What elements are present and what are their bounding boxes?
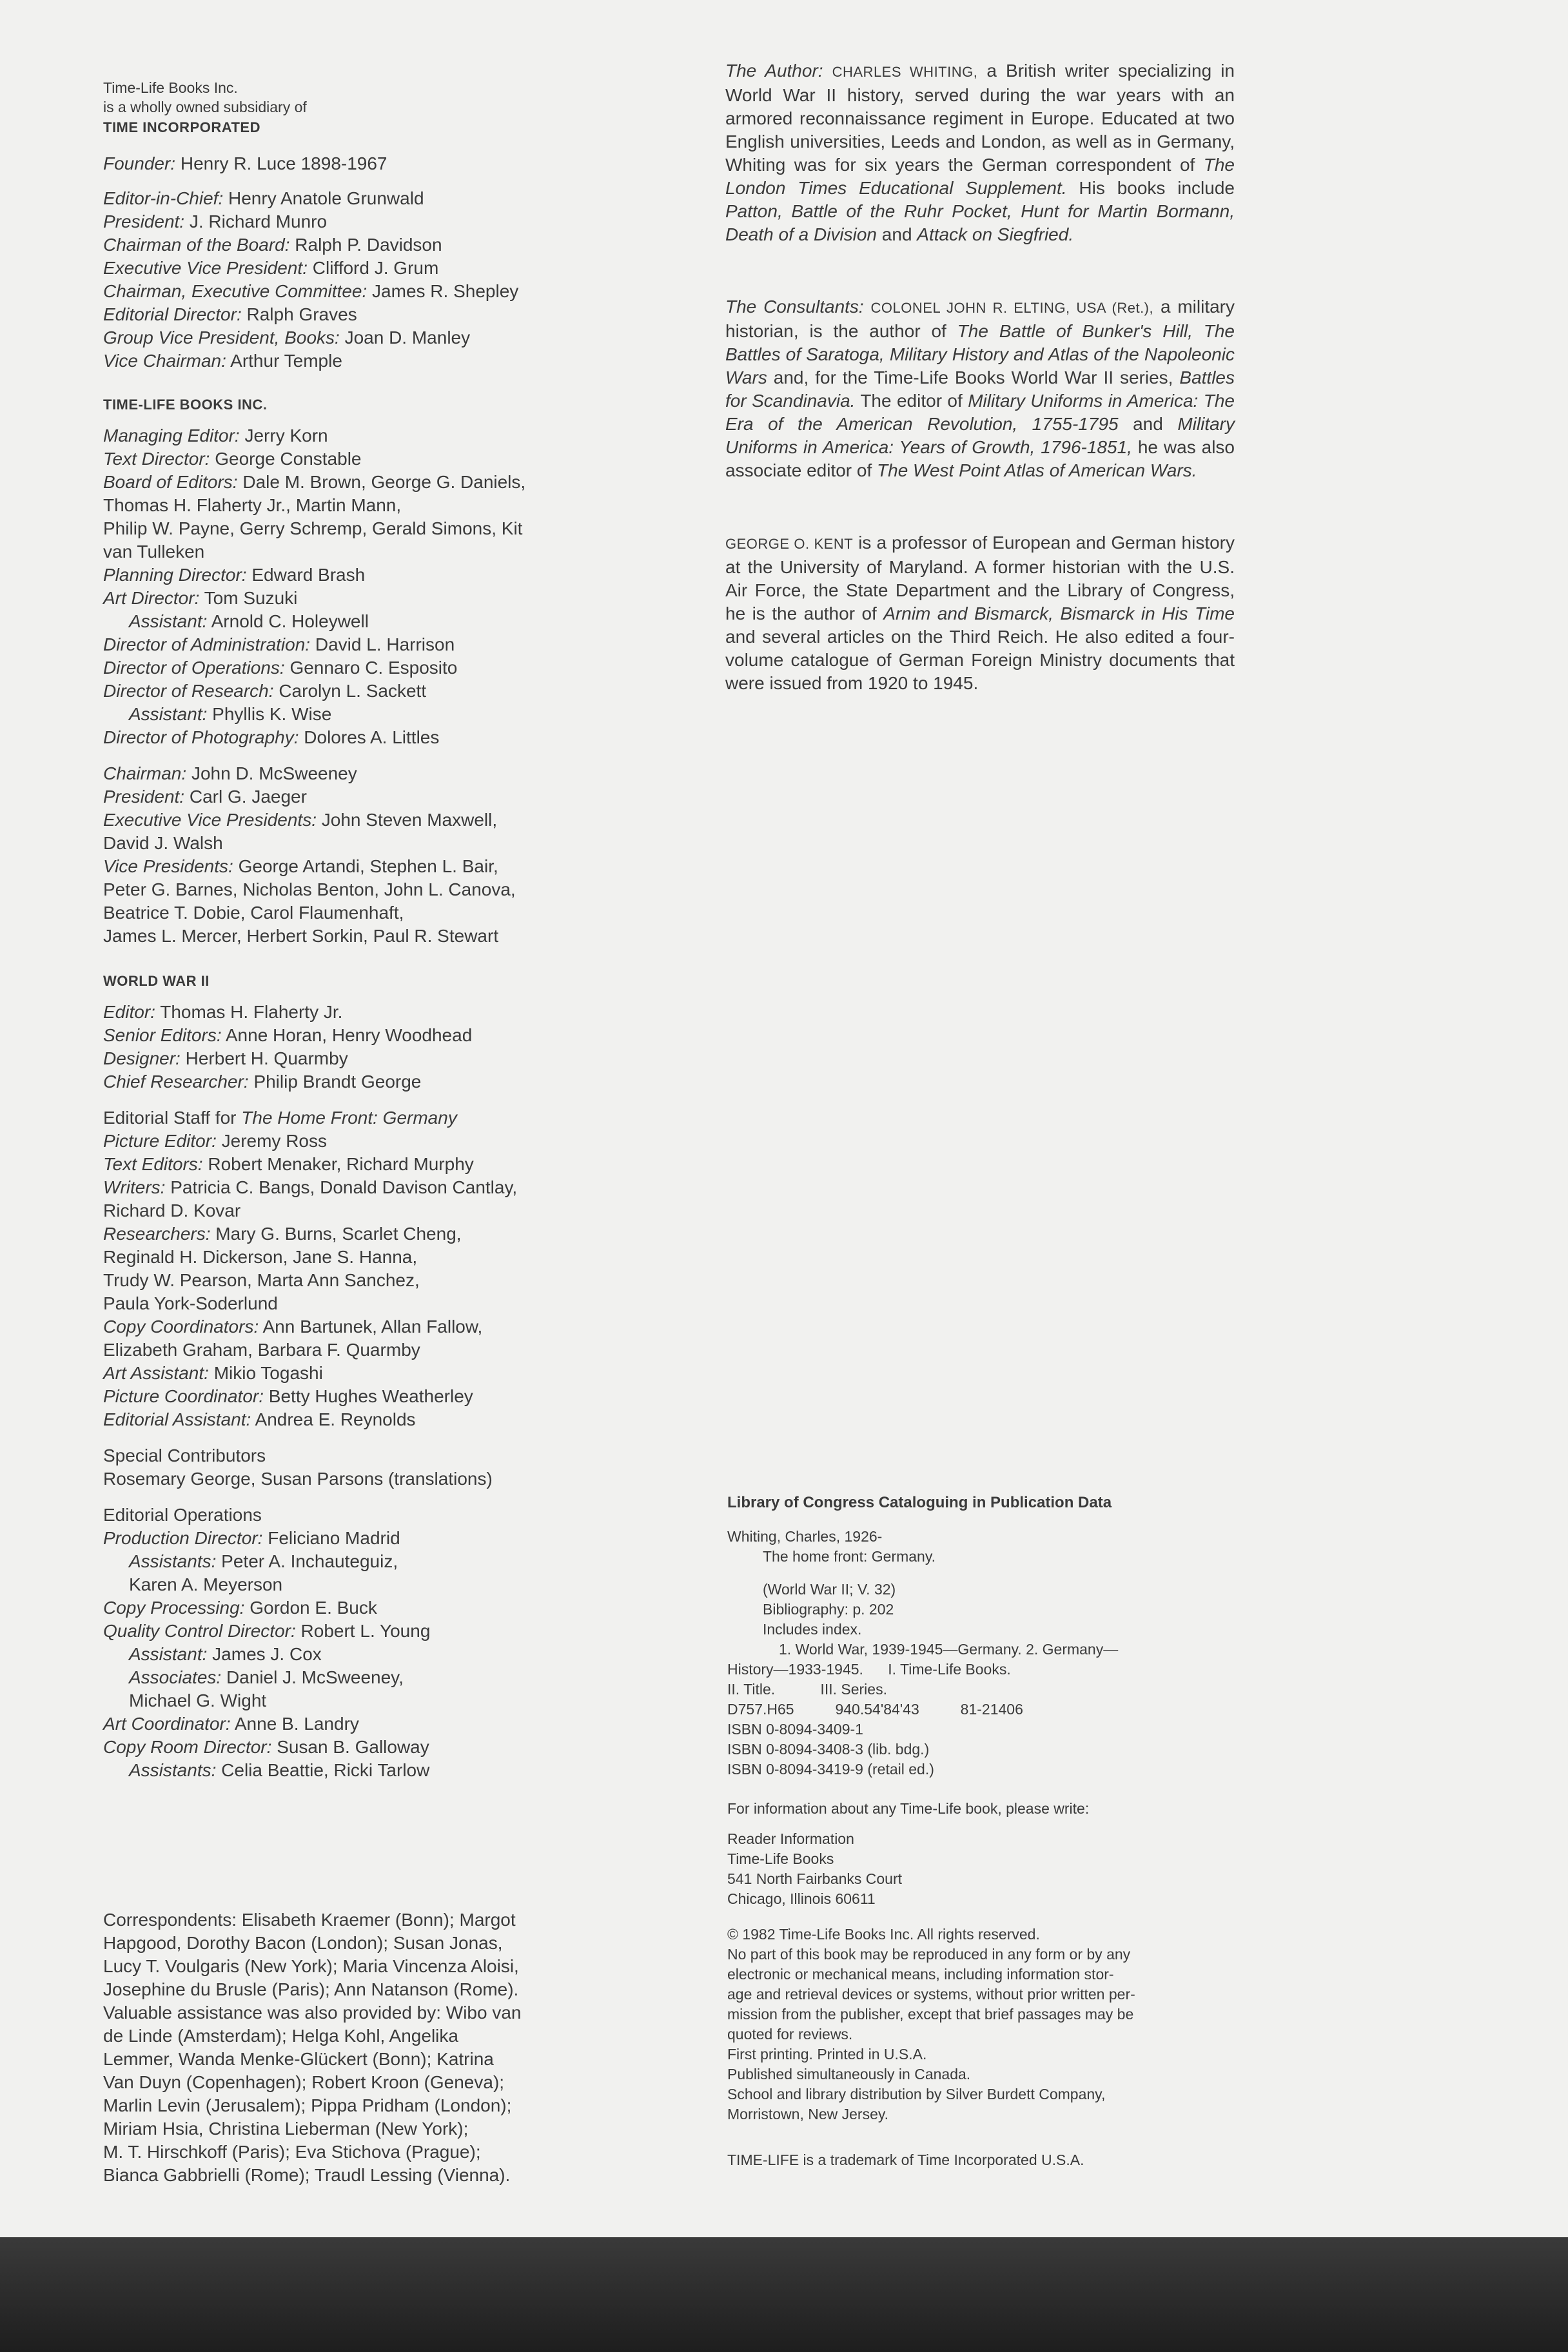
credit-line: President: Carl G. Jaeger bbox=[103, 787, 307, 807]
credit-line: Assistant: James J. Cox bbox=[129, 1644, 322, 1664]
credit-line: Picture Coordinator: Betty Hughes Weatherley bbox=[103, 1386, 473, 1406]
credit-line: Assistant: Arnold C. Holeywell bbox=[129, 611, 369, 631]
address-line: Time-Life Books bbox=[727, 1850, 834, 1867]
address-line: 541 North Fairbanks Court bbox=[727, 1870, 903, 1887]
credit-line: Chairman: John D. McSweeney bbox=[103, 763, 357, 783]
ww2-staff-list bbox=[103, 1106, 593, 1431]
credit-line: Executive Vice Presidents: John Steven Maxwell, bbox=[103, 810, 498, 830]
credit-line: Editor: Thomas H. Flaherty Jr. bbox=[103, 1002, 343, 1022]
books-officers-list bbox=[103, 762, 593, 948]
kent-bio: GEORGE O. KENT is a professor of European and German history at the University of Maryland. A former historian with the U.S. Air Force, the State Department and the Library of Congress, he is the author of Arnim and Bismarck, Bismarck in His Time and several articles on the Third Reich. He also edited a four-volume catalogue of German Foreign Ministry documents that were issued from 1920 to 1945. bbox=[725, 533, 1235, 693]
author-bio: The Author: CHARLES WHITING, a British writer specializing in World War II history, served during the war years with an armored reconnaissance regiment in Europe. Educated at two English universities, Leeds and London, as well as in Germany, Whiting was for six years the German correspondent of The London Times Educational Supplement. His books include Patton, Battle of the Ruhr Pocket, Hunt for Martin Bormann, Death of a Division and Attack on Siegfried. bbox=[725, 61, 1235, 244]
credit-line: Vice Chairman: Arthur Temple bbox=[103, 351, 342, 371]
credit-line: Philip W. Payne, Gerry Schremp, Gerald Simons, Kit bbox=[103, 518, 523, 538]
bio-column bbox=[725, 59, 1235, 2168]
ww2-editors-list bbox=[103, 1001, 593, 1093]
credit-line: Researchers: Mary G. Burns, Scarlet Cheng, bbox=[103, 1224, 462, 1244]
correspondents: Correspondents: Elisabeth Kraemer (Bonn); Margot Hapgood, Dorothy Bacon (London); Susan Jonas, Lucy T. Voulgaris (New York); Maria Vincenza Aloisi, Josephine du Brusle (Paris); Ann Natanson (Rome). Valuable assistance was also provided by: Wibo van de Linde (Amsterdam); Helga Kohl, Angelika Lemmer, Wanda Menke-Glückert (Bonn); Katrina Van Duyn (Copenhagen); Robert Kroon (Geneva); Marlin Levin (Jerusalem); Pippa Pridham (London); Miriam Hsia, Christina Lieberman (New York); M. T. Hirschkoff (Paris); Eva Stichova (Prague); Bianca Gabbrielli (Rome); Traudl Lessing (Vienna). bbox=[103, 1910, 522, 2185]
credit-line: Director of Photography: Dolores A. Littles bbox=[103, 727, 440, 747]
cip-line: ISBN 0-8094-3419-9 (retail ed.) bbox=[727, 1761, 934, 1778]
credit-line: Quality Control Director: Robert L. Young bbox=[103, 1621, 431, 1641]
founder-name: Henry R. Luce 1898-1967 bbox=[180, 153, 387, 173]
staff-intro: Editorial Staff for The Home Front: Germany bbox=[103, 1108, 457, 1128]
credit-line: Planning Director: Edward Brash bbox=[103, 565, 366, 585]
cip-line: 1. World War, 1939-1945—Germany. 2. Germany— bbox=[779, 1641, 1119, 1658]
credit-line: Paula York-Soderlund bbox=[103, 1293, 278, 1313]
cip-line: ISBN 0-8094-3409-1 bbox=[727, 1721, 863, 1738]
credit-line: Writers: Patricia C. Bangs, Donald Davison Cantlay, bbox=[103, 1177, 518, 1197]
staff-column bbox=[103, 77, 593, 2187]
credit-line: Thomas H. Flaherty Jr., Martin Mann, bbox=[103, 495, 402, 515]
credit-line: President: J. Richard Munro bbox=[103, 211, 328, 231]
copyright-line: mission from the publisher, except that brief passages may be bbox=[727, 2006, 1134, 2023]
cip-line: Bibliography: p. 202 bbox=[763, 1601, 894, 1618]
editorial-operations bbox=[103, 1504, 593, 1782]
cip-line: Includes index. bbox=[763, 1621, 862, 1638]
page-shadow-edge bbox=[0, 2237, 1568, 2352]
cip-line: History—1933-1945. I. Time-Life Books. bbox=[727, 1661, 1011, 1678]
credit-line: Assistant: Phyllis K. Wise bbox=[129, 704, 332, 724]
credit-line: Director of Operations: Gennaro C. Esposito bbox=[103, 658, 458, 678]
credit-line: Production Director: Feliciano Madrid bbox=[103, 1528, 400, 1548]
credit-line: Chairman, Executive Committee: James R. Shepley bbox=[103, 281, 519, 301]
books-heading: TIME-LIFE BOOKS INC. bbox=[103, 397, 268, 413]
cip-line: ISBN 0-8094-3408-3 (lib. bdg.) bbox=[727, 1741, 930, 1758]
publisher-line: Time-Life Books Inc. bbox=[103, 79, 238, 96]
credit-line: Group Vice President, Books: Joan D. Manley bbox=[103, 328, 471, 348]
credit-line: Copy Processing: Gordon E. Buck bbox=[103, 1598, 377, 1618]
address-line: Reader Information bbox=[727, 1830, 854, 1847]
copyright-line: Published simultaneously in Canada. bbox=[727, 2066, 971, 2082]
credit-line: Beatrice T. Dobie, Carol Flaumenhaft, bbox=[103, 903, 404, 923]
copyright-line: No part of this book may be reproduced in any form or by any bbox=[727, 1946, 1131, 1963]
special-contributors: Special Contributors Rosemary George, Susan Parsons (translations) bbox=[103, 1446, 493, 1489]
credit-line: David J. Walsh bbox=[103, 833, 223, 853]
credit-line: Associates: Daniel J. McSweeney, bbox=[129, 1667, 404, 1687]
credit-line: Richard D. Kovar bbox=[103, 1200, 241, 1220]
credit-line: Assistants: Celia Beattie, Ricki Tarlow bbox=[129, 1760, 430, 1780]
books-staff-list bbox=[103, 424, 593, 749]
cip-line: (World War II; V. 32) bbox=[763, 1581, 896, 1598]
credit-line: Vice Presidents: George Artandi, Stephen L. Bair, bbox=[103, 856, 498, 876]
founder bbox=[103, 152, 593, 175]
credit-line: Editor-in-Chief: Henry Anatole Grunwald bbox=[103, 188, 424, 208]
copyright-line: quoted for reviews. bbox=[727, 2026, 853, 2043]
cip-data bbox=[727, 1492, 1237, 2170]
credit-line: Trudy W. Pearson, Marta Ann Sanchez, bbox=[103, 1270, 420, 1290]
credit-line: Executive Vice President: Clifford J. Grum bbox=[103, 258, 439, 278]
credit-line: Copy Room Director: Susan B. Galloway bbox=[103, 1737, 429, 1757]
copyright-line: First printing. Printed in U.S.A. bbox=[727, 2046, 927, 2063]
credit-line: Reginald H. Dickerson, Jane S. Hanna, bbox=[103, 1247, 418, 1267]
credit-line: Board of Editors: Dale M. Brown, George G. Daniels, bbox=[103, 472, 526, 492]
credit-line: Assistants: Peter A. Inchauteguiz, bbox=[129, 1551, 398, 1571]
ww2-heading: WORLD WAR II bbox=[103, 973, 210, 989]
credit-line: Karen A. Meyerson bbox=[129, 1574, 283, 1594]
copyright-line: School and library distribution by Silver Burdett Company, bbox=[727, 2086, 1106, 2102]
credit-line: Text Editors: Robert Menaker, Richard Murphy bbox=[103, 1154, 474, 1174]
credit-line: Senior Editors: Anne Horan, Henry Woodhead bbox=[103, 1025, 473, 1045]
info-block bbox=[727, 1799, 1237, 1909]
operations-heading: Editorial Operations bbox=[103, 1505, 262, 1525]
executives-list bbox=[103, 187, 593, 373]
publisher-line: is a wholly owned subsidiary of bbox=[103, 99, 307, 115]
credit-line: Michael G. Wight bbox=[129, 1690, 267, 1710]
cip-line: D757.H65 940.54'84'43 81-21406 bbox=[727, 1701, 1023, 1718]
credit-line: Text Director: George Constable bbox=[103, 449, 362, 469]
publisher-block bbox=[103, 77, 593, 117]
copyright-line: © 1982 Time-Life Books Inc. All rights reserved. bbox=[727, 1926, 1040, 1943]
credit-line: Editorial Assistant: Andrea E. Reynolds bbox=[103, 1409, 416, 1429]
credit-line: Director of Administration: David L. Harrison bbox=[103, 634, 455, 654]
copyright-line: age and retrieval devices or systems, without prior written per- bbox=[727, 1986, 1135, 2003]
credit-line: Art Coordinator: Anne B. Landry bbox=[103, 1714, 359, 1734]
credit-line: James L. Mercer, Herbert Sorkin, Paul R. Stewart bbox=[103, 926, 499, 946]
credit-line: Designer: Herbert H. Quarmby bbox=[103, 1048, 348, 1068]
credit-line: Copy Coordinators: Ann Bartunek, Allan Fallow, bbox=[103, 1317, 483, 1337]
cip-line bbox=[727, 1567, 1237, 1580]
credit-line: Elizabeth Graham, Barbara F. Quarmby bbox=[103, 1340, 420, 1360]
credit-line: Managing Editor: Jerry Korn bbox=[103, 426, 328, 446]
address-line: Chicago, Illinois 60611 bbox=[727, 1890, 876, 1907]
cip-line: The home front: Germany. bbox=[763, 1548, 936, 1565]
credit-line: Peter G. Barnes, Nicholas Benton, John L. Canova, bbox=[103, 879, 516, 899]
credit-line: Art Assistant: Mikio Togashi bbox=[103, 1363, 323, 1383]
credit-line: Art Director: Tom Suzuki bbox=[103, 588, 298, 608]
copyright-line: electronic or mechanical means, including information stor- bbox=[727, 1966, 1114, 1983]
credit-line: Editorial Director: Ralph Graves bbox=[103, 304, 357, 324]
parent-company: TIME INCORPORATED bbox=[103, 119, 260, 135]
credit-line: Chief Researcher: Philip Brandt George bbox=[103, 1072, 422, 1092]
credit-line: Director of Research: Carolyn L. Sackett bbox=[103, 681, 427, 701]
cip-line: II. Title. III. Series. bbox=[727, 1681, 887, 1698]
credit-line: Picture Editor: Jeremy Ross bbox=[103, 1131, 328, 1151]
info-intro: For information about any Time-Life book, please write: bbox=[727, 1800, 1090, 1817]
credit-line: Chairman of the Board: Ralph P. Davidson bbox=[103, 235, 442, 255]
credit-line: van Tulleken bbox=[103, 542, 205, 562]
cip-heading: Library of Congress Cataloguing in Publication Data bbox=[727, 1494, 1112, 1511]
copyright-line: Morristown, New Jersey. bbox=[727, 2106, 889, 2122]
copyright-block bbox=[727, 1925, 1237, 2124]
founder-role: Founder: bbox=[103, 153, 176, 173]
cip-line: Whiting, Charles, 1926- bbox=[727, 1528, 883, 1545]
trademark-notice: TIME-LIFE is a trademark of Time Incorporated U.S.A. bbox=[727, 2151, 1084, 2168]
consultants-bio: The Consultants: COLONEL JOHN R. ELTING, USA (Ret.), a military historian, is the author of The Battle of Bunker's Hill, The Battles of Saratoga, Military History and Atlas of the Napoleonic Wars and, for the Time-Life Books World War II series, Battles for Scandinavia. The editor of Military Uniforms in America: The Era of the American Revolution, 1755-1795 and Military Uniforms in America: Years of Growth, 1796-1851, he was also associate editor of The West Point Atlas of American Wars. bbox=[725, 297, 1235, 480]
